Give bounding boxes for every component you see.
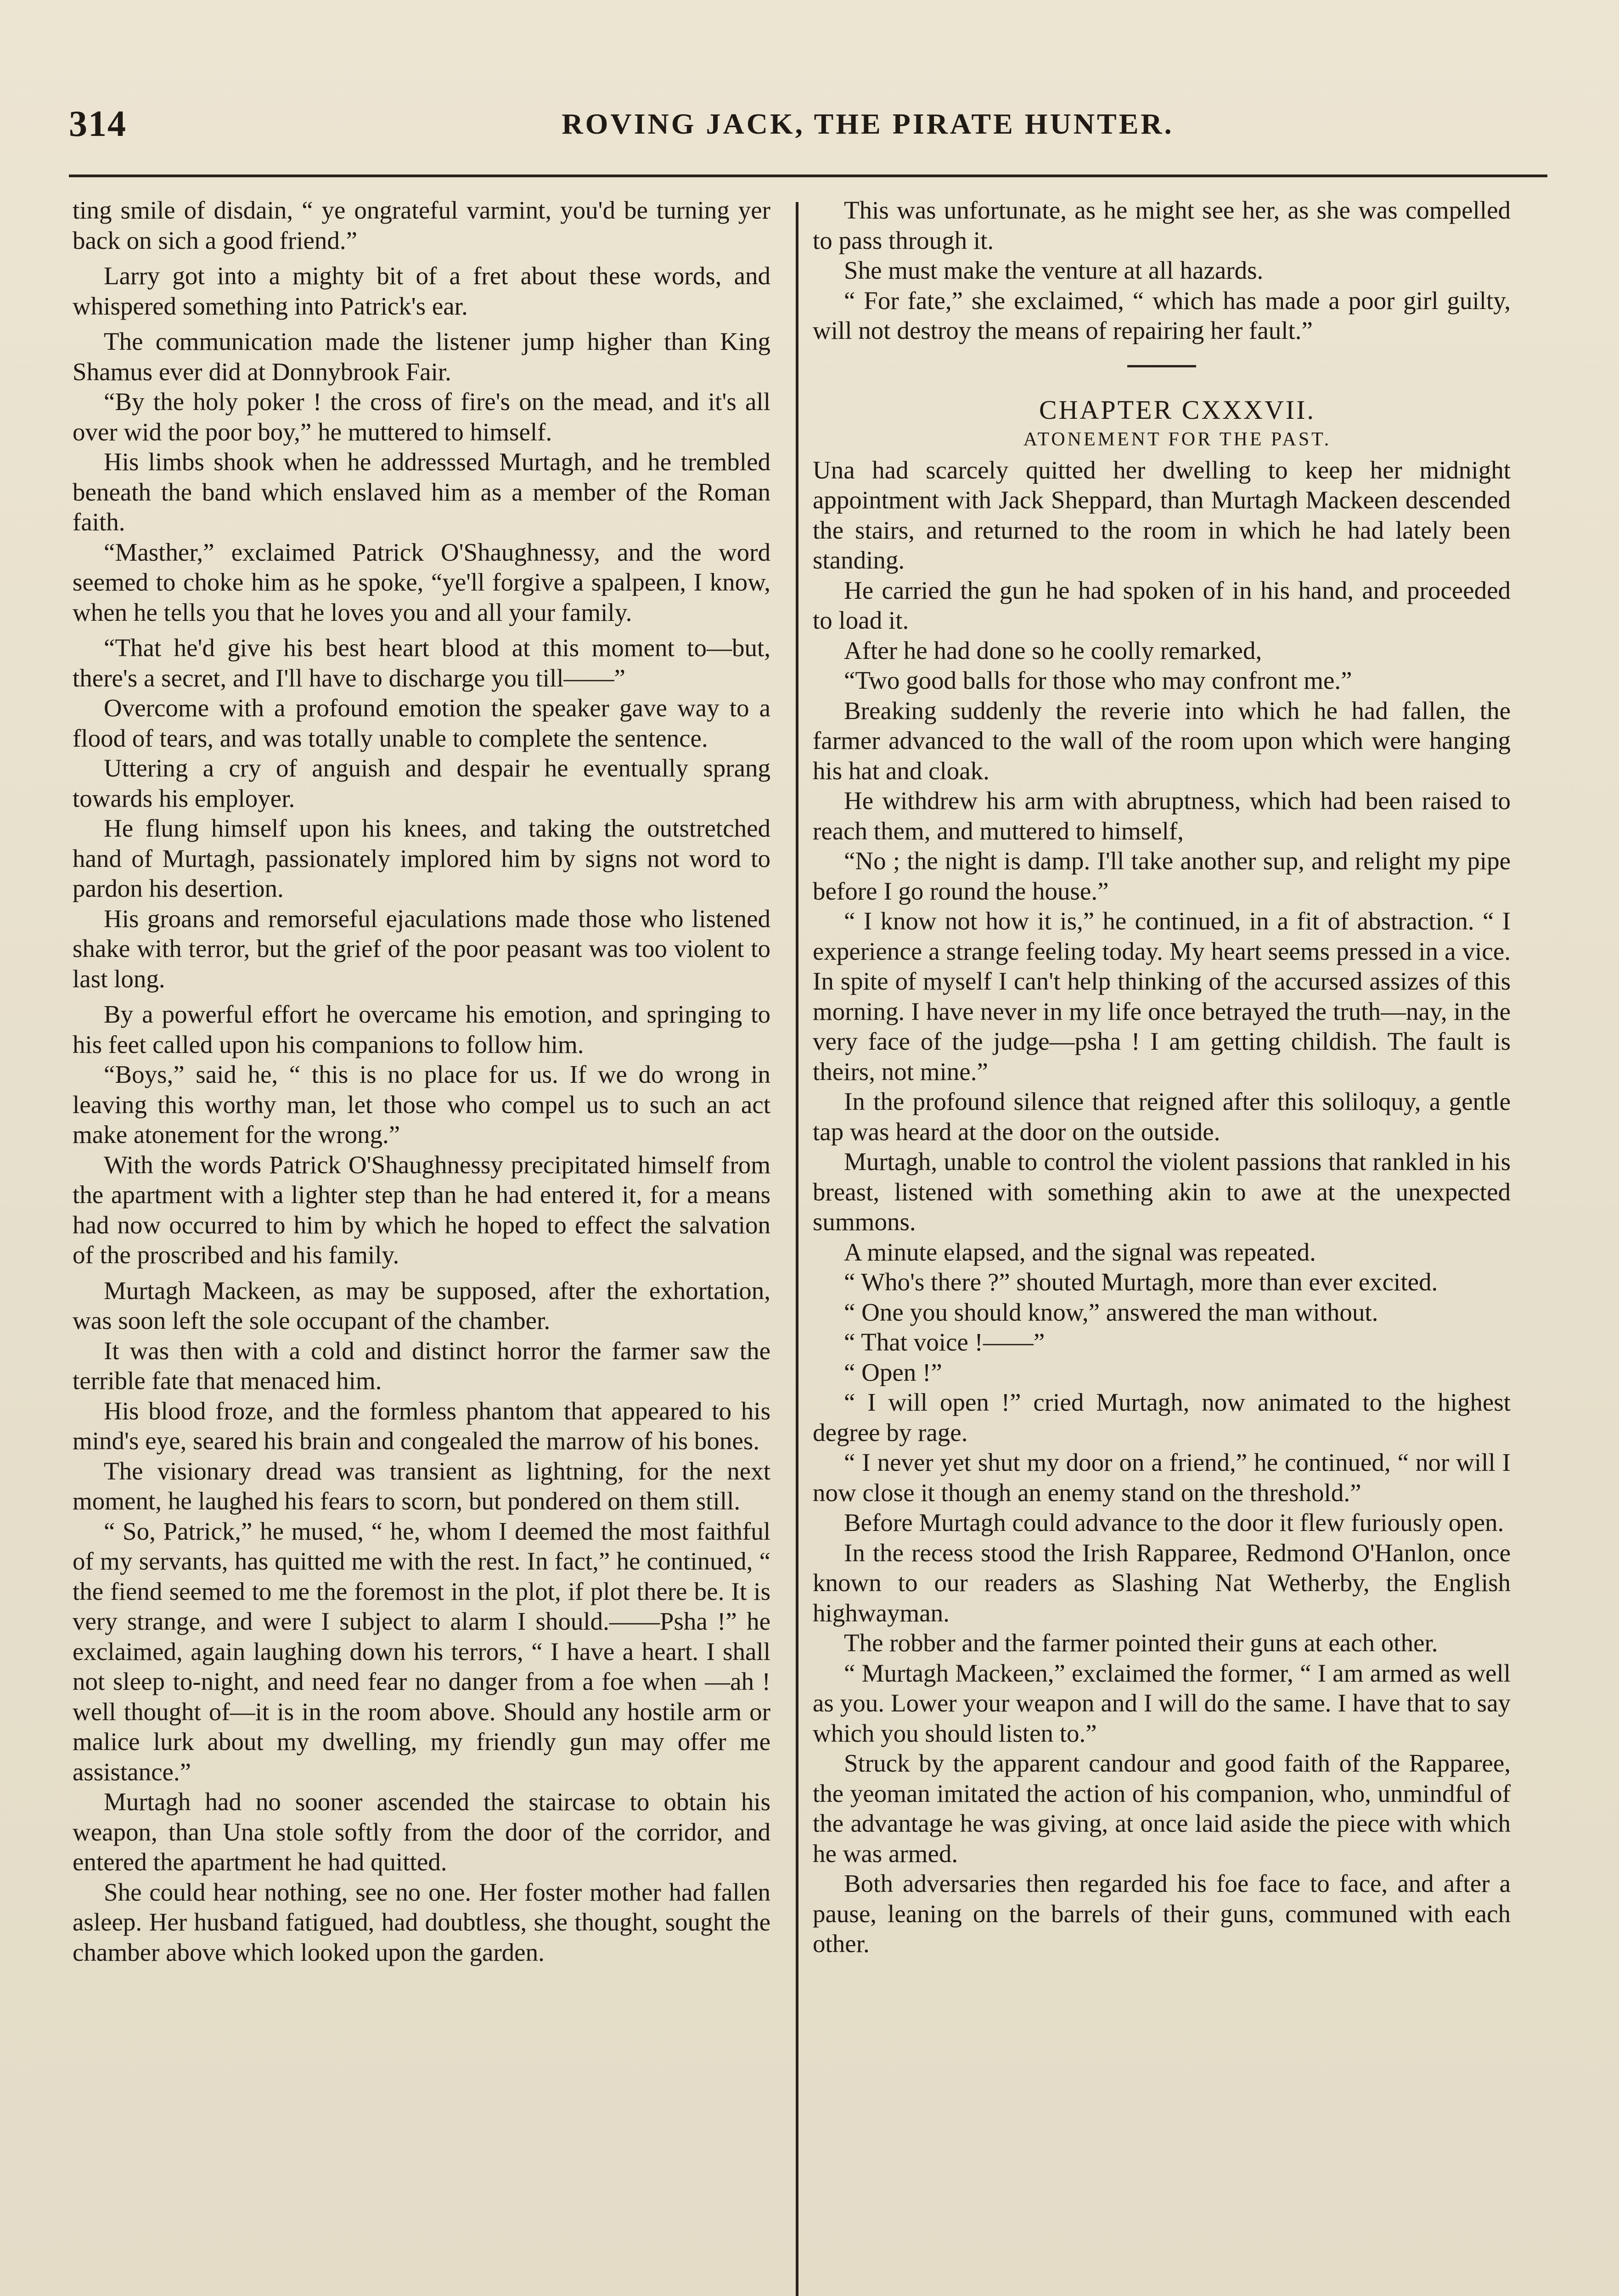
paragraph: After he had done so he coolly remarked, [844, 636, 1262, 664]
paragraph: The robber and the farmer pointed their guns at each other. [844, 1629, 1438, 1657]
right-column [813, 195, 1511, 2296]
chapter-title: CHAPTER CXXXVII. [1039, 394, 1316, 425]
paragraph: ting smile of disdain, “ ye ongrateful varmint, you'd be turning yer back on sich a good friend.” [73, 196, 770, 254]
paragraph: In the recess stood the Irish Rapparee, Redmond O'Hanlon, once known to our readers as Slashing Nat Wetherby, the English highwayman. [813, 1538, 1511, 1627]
paragraph: He carried the gun he had spoken of in his hand, and proceeded to load it. [813, 576, 1511, 634]
header-rule [69, 174, 1547, 177]
paragraph: His blood froze, and the formless phantom that appeared to his mind's eye, seared his brain and congealed the marrow of his bones. [73, 1396, 770, 1455]
paragraph: The visionary dread was transient as lightning, for the next moment, he laughed his fears to scorn, but pondered on them still. [73, 1457, 770, 1515]
paragraph: “That he'd give his best heart blood at this moment to—but, there's a secret, and I'll have to discharge you till——” [73, 634, 770, 692]
chapter-subtitle: ATONEMENT FOR THE PAST. [1023, 429, 1332, 450]
paragraph: “Boys,” said he, “ this is no place for us. If we do wrong in leaving this worthy man, let those who compel us to such an act make atonement for the wrong.” [73, 1060, 770, 1148]
paragraph: By a powerful effort he overcame his emotion, and springing to his feet called upon his companions to follow him. [73, 1000, 770, 1058]
paragraph: He flung himself upon his knees, and taking the outstretched hand of Murtagh, passionately implored him by signs not word to pardon his desertion. [73, 814, 770, 902]
paragraph: She must make the venture at all hazards. [844, 256, 1264, 284]
paragraph: Before Murtagh could advance to the door it flew furiously open. [844, 1508, 1504, 1536]
paragraph: “ Murtagh Mackeen,” exclaimed the former, “ I am armed as well as you. Lower your weapon and I will do the same. I have that to say which you should listen to.” [813, 1659, 1511, 1747]
paragraph: Murtagh, unable to control the violent passions that rankled in his breast, listened with something akin to awe at the unexpected summons. [813, 1148, 1511, 1236]
paragraph: “ Open !” [844, 1358, 942, 1386]
paragraph: Murtagh had no sooner ascended the staircase to obtain his weapon, than Una stole softly from the door of the corridor, and entered the apartment he had quitted. [73, 1788, 770, 1876]
page-number: 314 [69, 104, 127, 144]
paragraph: This was unfortunate, as he might see her, as she was compelled to pass through it. [813, 196, 1511, 254]
paragraph: “ So, Patrick,” he mused, “ he, whom I deemed the most faithful of my servants, has quitted me with the rest. In fact,” he continued, “ the fiend seemed to me the foremost in the plot, if plot there be. It is very strange, and were I subject to alarm I should.——Psha !” he exclaimed, again laughing down his terrors, “ I have a heart. I shall not sleep to-night, and need fear no danger from a foe when —ah ! well thought of—it is in the room above. Should any hostile arm or malice lurk about my dwelling, my friendly gun may offer me assistance.” [73, 1517, 770, 1786]
paragraph: “ One you should know,” answered the man without. [844, 1298, 1378, 1326]
paragraph: “ I will open !” cried Murtagh, now animated to the highest degree by rage. [813, 1388, 1511, 1446]
paragraph: Breaking suddenly the reverie into which he had fallen, the farmer advanced to the wall of the room upon which were hanging his hat and cloak. [813, 696, 1511, 785]
paragraph: “ Who's there ?” shouted Murtagh, more than ever excited. [844, 1268, 1438, 1296]
paragraph: Uttering a cry of anguish and despair he eventually sprang towards his employer. [73, 754, 770, 812]
paragraph: In the profound silence that reigned after this soliloquy, a gentle tap was heard at the door on the outside. [813, 1087, 1511, 1146]
paragraph: His limbs shook when he addresssed Murtagh, and he trembled beneath the band which enslaved him as a member of the Roman faith. [73, 448, 770, 536]
paragraph: With the words Patrick O'Shaughnessy precipitated himself from the apartment with a lighter step than he had entered it, for a means had now occurred to him by which he hoped to effect the salvation of the proscribed and his family. [73, 1150, 770, 1269]
paragraph: He withdrew his arm with abruptness, which had been raised to reach them, and muttered to himself, [813, 787, 1511, 845]
paragraph: “Two good balls for those who may confront me.” [844, 666, 1352, 694]
paragraph: Una had scarcely quitted her dwelling to keep her midnight appointment with Jack Sheppard, than Murtagh Mackeen descended the stairs, and returned to the room in which he had lately been standing. [813, 456, 1511, 574]
paragraph: “ That voice !——” [844, 1328, 1045, 1356]
paragraph: Murtagh Mackeen, as may be supposed, after the exhortation, was soon left the sole occupant of the chamber. [73, 1276, 770, 1334]
paragraph: His groans and remorseful ejaculations made those who listened shake with terror, but the grief of the poor peasant was too violent to last long. [73, 904, 770, 993]
paragraph: Overcome with a profound emotion the speaker gave way to a flood of tears, and was totally unable to complete the sentence. [73, 694, 770, 752]
paragraph: The communication made the listener jump higher than King Shamus ever did at Donnybrook Fair. [73, 327, 770, 386]
running-title: ROVING JACK, THE PIRATE HUNTER. [562, 107, 1174, 140]
paragraph: “Masther,” exclaimed Patrick O'Shaughnessy, and the word seemed to choke him as he spoke, “ye'll forgive a spalpeen, I know, when he tells you that he loves you and all your family. [73, 538, 770, 626]
page-header [69, 99, 1547, 149]
paragraph: “ I never yet shut my door on a friend,” he continued, “ nor will I now close it though an enemy stand on the threshold.” [813, 1448, 1511, 1507]
chapter-separator-rule [1127, 365, 1196, 367]
paragraph: “By the holy poker ! the cross of fire's on the mead, and it's all over wid the poor boy,” he muttered to himself. [73, 388, 770, 446]
paragraph: She could hear nothing, see no one. Her foster mother had fallen asleep. Her husband fatigued, had doubtless, she thought, sought the chamber above which looked upon the garden. [73, 1878, 770, 1966]
paragraph: Larry got into a mighty bit of a fret about these words, and whispered something into Patrick's ear. [73, 262, 770, 320]
left-column [73, 195, 770, 2296]
paragraph: “ I know not how it is,” he continued, in a fit of abstraction. “ I experience a strange feeling today. My heart seems pressed in a vice. In spite of myself I can't help thinking of the accursed assizes of this morning. I have never in my life once betrayed the truth—nay, in the very face of the judge—psha ! I am getting childish. The fault is theirs, not mine.” [813, 907, 1511, 1086]
paragraph: A minute elapsed, and the signal was repeated. [844, 1238, 1316, 1266]
paragraph: “ For fate,” she exclaimed, “ which has made a poor girl guilty, will not destroy the means of repairing her fault.” [813, 286, 1511, 344]
paragraph: Both adversaries then regarded his foe face to face, and after a pause, leaning on the barrels of their guns, communed with each other. [813, 1869, 1511, 1958]
paragraph: It was then with a cold and distinct horror the farmer saw the terrible fate that menaced him. [73, 1336, 770, 1395]
paragraph: Struck by the apparent candour and good faith of the Rapparee, the yeoman imitated the action of his companion, who, unmindful of the advantage he was giving, at once laid aside the piece with which he was armed. [813, 1749, 1511, 1868]
paragraph: “No ; the night is damp. I'll take another sup, and relight my pipe before I go round the house.” [813, 847, 1511, 905]
column-divider [796, 202, 798, 2296]
